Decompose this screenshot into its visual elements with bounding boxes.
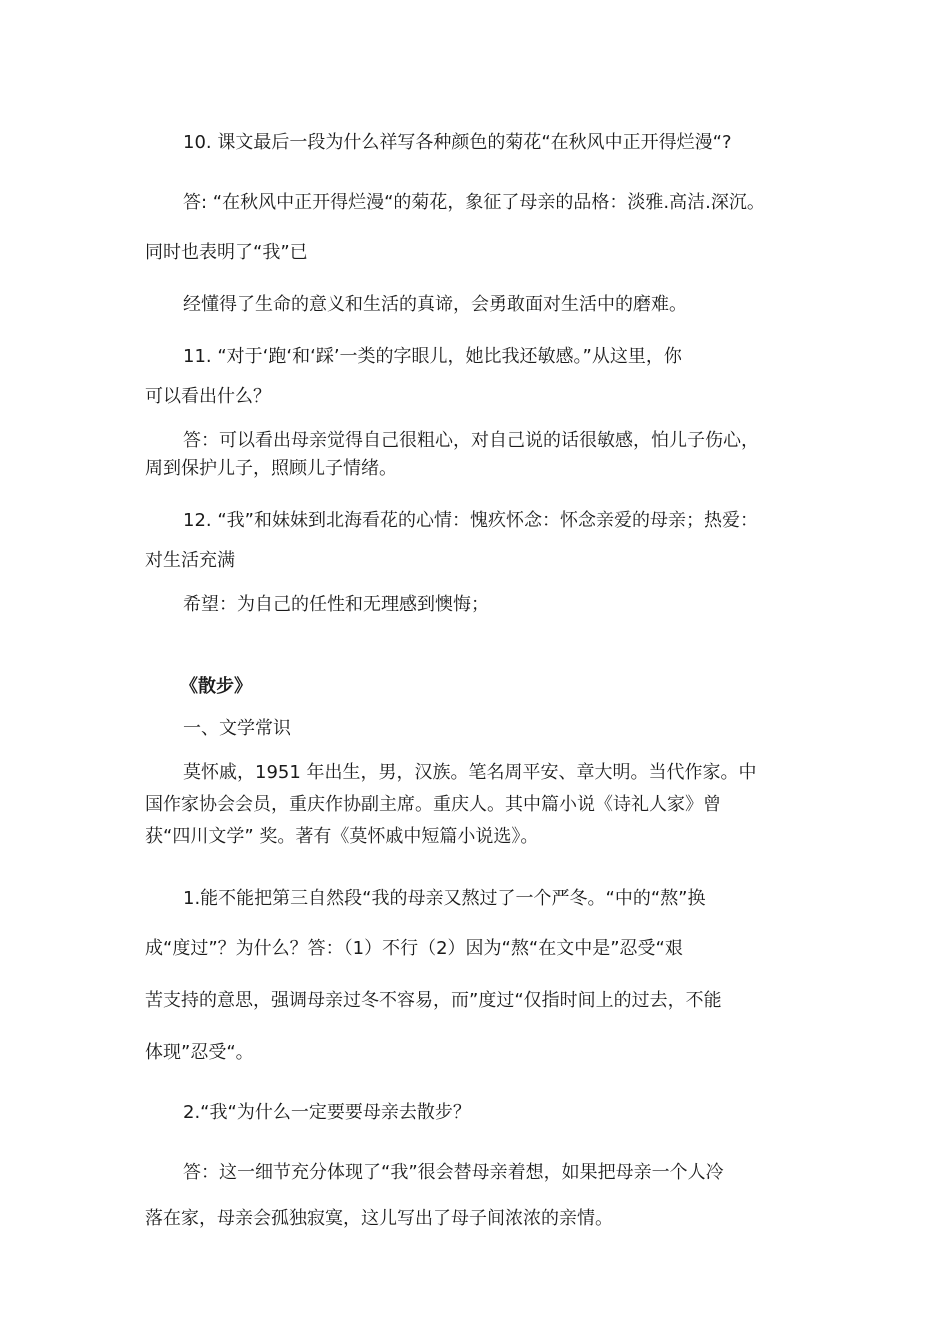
s-q2-answer-line: 落在家，母亲会孤独寂寞，这儿写出了母子间浓浓的亲情。 [145,1208,613,1229]
q10-answer-line: 答: “在秋风中正开得烂漫“的菊花，象征了母亲的品格：淡雅.高洁.深沉。 [183,192,765,213]
q11-answer-line: 答：可以看出母亲觉得自己很粗心，对自己说的话很敏感，怕儿子伤心， [183,430,759,451]
s-q2-answer-line: 答：这一细节充分体现了“我”很会替母亲着想，如果把母亲一个人冷 [183,1162,724,1183]
q12-line: 希望：为自己的任性和无理感到懊悔； [183,594,489,615]
q12-line: 12. “我”和妹妹到北海看花的心情：愧疚怀念：怀念亲爱的母亲；热爱： [183,510,758,531]
q10-answer-line: 经懂得了生命的意义和生活的真谛，会勇敢面对生活中的磨难。 [183,294,687,315]
s-q1-line: 成“度过”？为什么？答：（1）不行（2）因为“熬“在文中是”忍受“艰 [145,938,683,959]
author-bio-line: 莫怀戚，1951 年出生，男，汉族。笔名周平安、章大明。当代作家。中 [183,762,757,783]
s-q1-line: 苦支持的意思，强调母亲过冬不容易，而”度过“仅指时间上的过去，不能 [145,990,722,1011]
section-title: 《散步》 [180,676,252,697]
author-bio-line: 获“四川文学” 奖。著有《莫怀戚中短篇小说选》。 [145,826,539,847]
s-q2-question: 2.“我“为什么一定要要母亲去散步？ [183,1102,471,1123]
q10-answer-line: 同时也表明了“我”已 [145,242,308,263]
q10-question: 10. 课文最后一段为什么祥写各种颜色的菊花“在秋风中正开得烂漫“? [183,132,732,153]
q11-question-line: 11. “对于‘跑‘和‘踩’一类的字眼儿，她比我还敏感。”从这里，你 [183,346,682,367]
q11-question-line: 可以看出什么？ [145,386,271,407]
q11-answer-line: 周到保护儿子，照顾儿子情绪。 [145,458,397,479]
author-bio-line: 国作家协会会员，重庆作协副主席。重庆人。其中篇小说《诗礼人家》曾 [145,794,721,815]
q12-line: 对生活充满 [145,550,235,571]
s-q1-line: 1.能不能把第三自然段“我的母亲又熬过了一个严冬。“中的“熬”换 [183,888,706,909]
section-subheading: 一、文学常识 [183,718,291,739]
s-q1-line: 体现”忍受“。 [145,1042,254,1063]
